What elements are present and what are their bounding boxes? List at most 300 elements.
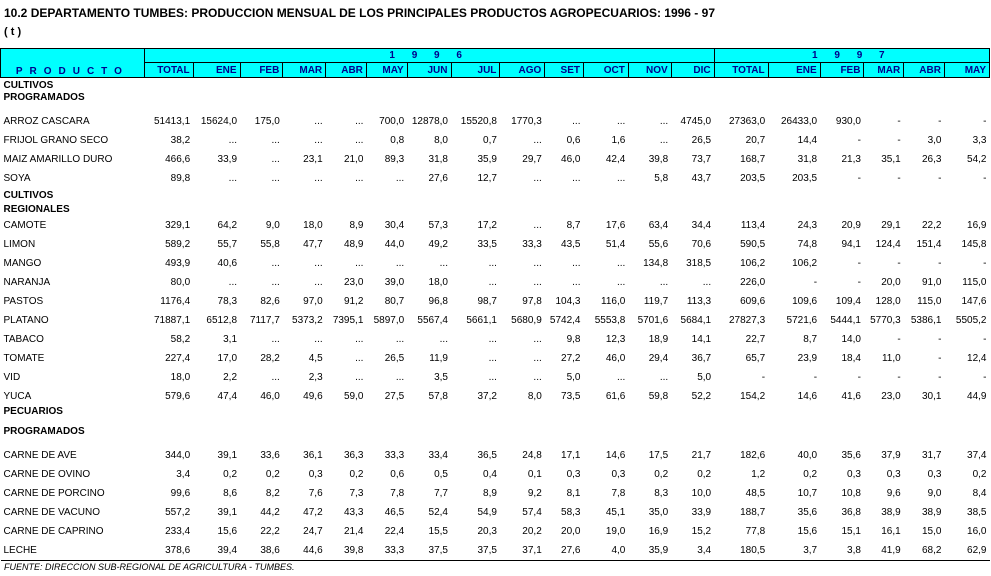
value-cell: 35,9 xyxy=(628,541,671,561)
source-note: FUENTE: DIRECCION SUB-REGIONAL DE AGRICULTURA - TUMBES. xyxy=(4,562,295,572)
value-cell: 40,0 xyxy=(797,450,818,461)
value-cell: 227,4 xyxy=(165,353,191,364)
value-cell: 1,6 xyxy=(611,135,626,146)
product-label: PLATANO xyxy=(3,315,49,326)
value-cell: 31,7 xyxy=(922,450,942,461)
value-cell: 106,2 xyxy=(740,258,766,269)
value-cell: 46,5 xyxy=(384,507,405,518)
col-header-1996-may: MAY xyxy=(366,63,407,78)
value-cell: ... xyxy=(533,277,542,288)
value-cell: 0,3 xyxy=(886,469,901,480)
value-cell: 233,4 xyxy=(165,526,191,537)
value-cell: ... xyxy=(533,258,542,269)
value-cell: 55,7 xyxy=(217,239,238,250)
table-row xyxy=(1,235,990,254)
value-cell: 17,6 xyxy=(605,220,626,231)
value-cell: ... xyxy=(617,173,626,184)
value-cell: 22,7 xyxy=(745,334,766,345)
value-cell: ... xyxy=(314,334,323,345)
value-cell: ... xyxy=(439,334,448,345)
value-cell: 26,5 xyxy=(384,353,405,364)
value-cell: 33,6 xyxy=(260,450,280,461)
value-cell: 0,7 xyxy=(483,135,497,146)
value-cell: - xyxy=(857,173,861,184)
value-cell: ... xyxy=(659,372,669,383)
section-label: PECUARIOS xyxy=(3,406,63,417)
product-label: VID xyxy=(3,372,21,383)
value-cell: ... xyxy=(271,154,280,165)
value-cell: 3,1 xyxy=(223,334,238,345)
value-cell: 0,2 xyxy=(803,469,818,480)
value-cell: 151,4 xyxy=(916,239,942,250)
value-cell: 18,9 xyxy=(648,334,669,345)
value-cell: 38,9 xyxy=(881,507,901,518)
value-cell: - xyxy=(897,135,901,146)
value-cell: 37,5 xyxy=(407,541,451,561)
value-cell: 39,1 xyxy=(217,507,238,518)
value-cell: ... xyxy=(355,258,364,269)
value-cell: 57,8 xyxy=(428,391,448,402)
value-cell: 38,6 xyxy=(240,541,283,561)
value-cell: 9,6 xyxy=(886,488,901,499)
value-cell: 39,8 xyxy=(326,541,367,561)
value-cell: ... xyxy=(488,334,497,345)
value-cell: 8,7 xyxy=(803,334,818,345)
col-header-1996-nov: NOV xyxy=(628,63,671,78)
value-cell: ... xyxy=(271,372,280,383)
value-cell: 124,4 xyxy=(875,239,901,250)
col-header-1996-jun: JUN xyxy=(407,63,451,78)
value-cell: 39,0 xyxy=(384,277,405,288)
value-cell: 26,3 xyxy=(922,154,942,165)
value-cell: 10,7 xyxy=(797,488,818,499)
value-cell: ... xyxy=(395,334,405,345)
col-header-1997-may: MAY xyxy=(944,63,989,78)
value-cell: 47,4 xyxy=(217,391,238,402)
section-row xyxy=(1,406,990,426)
value-cell: 55,6 xyxy=(648,239,669,250)
table-row xyxy=(1,541,990,561)
value-cell: 8,2 xyxy=(265,488,280,499)
value-cell: ... xyxy=(355,334,364,345)
value-cell: 344,0 xyxy=(165,450,191,461)
value-cell: 39,1 xyxy=(217,450,238,461)
value-cell: 493,9 xyxy=(165,258,191,269)
value-cell: 18,0 xyxy=(428,277,448,288)
value-cell: 589,2 xyxy=(165,239,191,250)
value-cell: 29,7 xyxy=(522,154,542,165)
value-cell: 3,8 xyxy=(820,541,864,561)
section-row xyxy=(1,426,990,446)
value-cell: 5701,6 xyxy=(637,315,669,326)
value-cell: ... xyxy=(228,277,238,288)
value-cell: 49,2 xyxy=(428,239,448,250)
value-cell: ... xyxy=(314,258,323,269)
value-cell: 51413,1 xyxy=(153,116,191,127)
value-cell: 5,0 xyxy=(697,372,712,383)
value-cell: 119,7 xyxy=(643,296,669,307)
value-cell: ... xyxy=(533,135,542,146)
value-cell: 3,0 xyxy=(927,135,942,146)
value-cell: ... xyxy=(395,173,405,184)
value-cell: 91,0 xyxy=(922,277,942,288)
value-cell: 36,7 xyxy=(691,353,712,364)
value-cell: 23,1 xyxy=(303,154,323,165)
value-cell: 59,8 xyxy=(648,391,669,402)
value-cell: 89,8 xyxy=(170,173,191,184)
value-cell: 44,0 xyxy=(384,239,405,250)
value-cell: 26,5 xyxy=(691,135,712,146)
value-cell: 21,7 xyxy=(691,450,712,461)
value-cell: ... xyxy=(488,277,497,288)
value-cell: 27,6 xyxy=(545,541,584,561)
value-cell: 58,3 xyxy=(561,507,581,518)
product-label: PASTOS xyxy=(3,296,44,307)
value-cell: 31,8 xyxy=(797,154,818,165)
value-cell: 15,0 xyxy=(922,526,942,537)
value-cell: 7395,1 xyxy=(332,315,364,326)
value-cell: 55,8 xyxy=(260,239,280,250)
value-cell: 20,3 xyxy=(477,526,497,537)
value-cell: 15,1 xyxy=(841,526,861,537)
value-cell: 0,4 xyxy=(483,469,497,480)
value-cell: 5,8 xyxy=(654,173,669,184)
value-cell: 61,6 xyxy=(605,391,626,402)
value-cell: 39,4 xyxy=(193,541,240,561)
value-cell: 23,9 xyxy=(797,353,818,364)
value-cell: 5567,4 xyxy=(417,315,448,326)
value-cell: 7,3 xyxy=(349,488,364,499)
col-header-1996-feb: FEB xyxy=(240,63,283,78)
value-cell: 5684,1 xyxy=(680,315,712,326)
value-cell: 43,3 xyxy=(343,507,364,518)
value-cell: 38,9 xyxy=(922,507,942,518)
value-cell: 48,5 xyxy=(745,488,766,499)
col-header-1996-dic: DIC xyxy=(671,63,714,78)
col-header-1996-jul: JUL xyxy=(451,63,500,78)
value-cell: 0,3 xyxy=(847,469,861,480)
value-cell: 3,7 xyxy=(768,541,820,561)
value-cell: 1770,3 xyxy=(511,116,542,127)
col-header-1996-set: SET xyxy=(545,63,584,78)
value-cell: 3,4 xyxy=(671,541,714,561)
col-header-1996-abr: ABR xyxy=(326,63,367,78)
table-row xyxy=(1,368,990,387)
value-cell: 19,0 xyxy=(605,526,626,537)
value-cell: 0,6 xyxy=(566,135,581,146)
value-cell: 154,2 xyxy=(740,391,766,402)
value-cell: 0,6 xyxy=(390,469,405,480)
value-cell: 8,7 xyxy=(566,220,581,231)
value-cell: 47,7 xyxy=(303,239,323,250)
value-cell: 8,4 xyxy=(972,488,987,499)
product-label: CARNE DE AVE xyxy=(3,450,77,461)
value-cell: 44,9 xyxy=(967,391,987,402)
value-cell: 37,9 xyxy=(881,450,901,461)
value-cell: 54,9 xyxy=(477,507,497,518)
value-cell: 115,0 xyxy=(917,296,942,307)
value-cell: 12,4 xyxy=(967,353,987,364)
value-cell: 33,5 xyxy=(477,239,497,250)
value-cell: ... xyxy=(617,258,626,269)
value-cell: - xyxy=(813,277,818,288)
value-cell: 5373,2 xyxy=(292,315,323,326)
value-cell: 17,0 xyxy=(217,353,238,364)
value-cell: 17,1 xyxy=(561,450,581,461)
value-cell: 0,2 xyxy=(972,469,987,480)
value-cell: 1,2 xyxy=(751,469,766,480)
value-cell: - xyxy=(938,372,942,383)
value-cell: 109,6 xyxy=(792,296,818,307)
product-label: FRIJOL GRANO SECO xyxy=(3,135,109,146)
value-cell: - xyxy=(938,334,942,345)
value-cell: 5721,6 xyxy=(786,315,818,326)
value-cell: - xyxy=(813,372,818,383)
value-cell: ... xyxy=(228,135,238,146)
value-cell: 51,4 xyxy=(605,239,626,250)
product-label: TOMATE xyxy=(3,353,45,364)
value-cell: ... xyxy=(355,353,364,364)
value-cell: 5386,1 xyxy=(910,315,942,326)
value-cell: 10,8 xyxy=(841,488,861,499)
col-header-1996-total: TOTAL xyxy=(144,63,193,78)
value-cell: 9,0 xyxy=(927,488,942,499)
col-header-1997-mar: MAR xyxy=(864,63,904,78)
value-cell: 8,3 xyxy=(654,488,669,499)
value-cell: 27,5 xyxy=(384,391,405,402)
value-cell: ... xyxy=(314,116,323,127)
value-cell: 8,6 xyxy=(223,488,238,499)
section-label: CULTIVOS xyxy=(3,79,54,91)
value-cell: 21,0 xyxy=(343,154,364,165)
value-cell: 33,3 xyxy=(522,239,542,250)
value-cell: - xyxy=(938,116,942,127)
value-cell: 8,0 xyxy=(434,135,448,146)
value-cell: 20,0 xyxy=(881,277,901,288)
section-row xyxy=(1,202,990,216)
table-row xyxy=(1,311,990,330)
value-cell: 99,6 xyxy=(170,488,191,499)
value-cell: 12,3 xyxy=(605,334,626,345)
product-label: ARROZ CASCARA xyxy=(3,116,90,127)
production-table xyxy=(0,48,990,561)
value-cell: ... xyxy=(572,258,581,269)
value-cell: 17,2 xyxy=(477,220,497,231)
value-cell: ... xyxy=(314,135,323,146)
value-cell: 168,7 xyxy=(740,154,766,165)
value-cell: 113,3 xyxy=(686,296,712,307)
value-cell: ... xyxy=(533,334,542,345)
value-cell: 0,1 xyxy=(527,469,542,480)
section-label: CULTIVOS xyxy=(3,189,54,201)
value-cell: 98,7 xyxy=(477,296,497,307)
value-cell: 23,0 xyxy=(343,277,364,288)
value-cell: 29,4 xyxy=(648,353,669,364)
value-cell: ... xyxy=(659,277,669,288)
value-cell: 33,4 xyxy=(428,450,448,461)
section-label: PROGRAMADOS xyxy=(3,92,85,103)
value-cell: 188,7 xyxy=(740,507,766,518)
table-row xyxy=(1,330,990,349)
table-row xyxy=(1,387,990,406)
value-cell: 7,8 xyxy=(611,488,626,499)
value-cell: 28,2 xyxy=(260,353,280,364)
value-cell: 203,5 xyxy=(740,173,766,184)
value-cell: 43,7 xyxy=(691,173,712,184)
value-cell: 700,0 xyxy=(379,116,405,127)
value-cell: 49,6 xyxy=(303,391,323,402)
value-cell: ... xyxy=(355,116,364,127)
value-cell: 21,3 xyxy=(841,154,861,165)
value-cell: 74,8 xyxy=(797,239,818,250)
table-row xyxy=(1,254,990,273)
value-cell: ... xyxy=(659,116,669,127)
table-row xyxy=(1,131,990,150)
value-cell: 18,4 xyxy=(841,353,861,364)
value-cell: 329,1 xyxy=(165,220,191,231)
value-cell: 5553,8 xyxy=(594,315,626,326)
value-cell: 44,2 xyxy=(260,507,280,518)
year-1997-header: 1 9 9 7 xyxy=(714,49,989,63)
table-row xyxy=(1,273,990,292)
value-cell: 11,0 xyxy=(881,353,901,364)
value-cell: 24,7 xyxy=(303,526,323,537)
value-cell: 29,1 xyxy=(881,220,901,231)
value-cell: 23,0 xyxy=(881,391,901,402)
value-cell: 16,9 xyxy=(967,220,987,231)
table-row xyxy=(1,484,990,503)
value-cell: 47,2 xyxy=(303,507,323,518)
value-cell: 14,4 xyxy=(797,135,818,146)
value-cell: 5444,1 xyxy=(830,315,861,326)
value-cell: ... xyxy=(355,173,364,184)
value-cell: 46,0 xyxy=(561,154,581,165)
value-cell: 15,6 xyxy=(797,526,818,537)
value-cell: 89,3 xyxy=(384,154,405,165)
value-cell: 24,3 xyxy=(797,220,818,231)
value-cell: 5770,3 xyxy=(870,315,901,326)
value-cell: 16,0 xyxy=(967,526,987,537)
value-cell: 36,1 xyxy=(303,450,323,461)
value-cell: 65,7 xyxy=(745,353,766,364)
value-cell: 27827,3 xyxy=(728,315,766,326)
value-cell: 34,4 xyxy=(691,220,712,231)
value-cell: 0,3 xyxy=(566,469,581,480)
table-row xyxy=(1,292,990,311)
value-cell: ... xyxy=(439,258,448,269)
value-cell: 78,3 xyxy=(217,296,238,307)
value-cell: ... xyxy=(617,372,626,383)
value-cell: 54,2 xyxy=(967,154,987,165)
value-cell: 115,0 xyxy=(962,277,987,288)
value-cell: 930,0 xyxy=(835,116,861,127)
value-cell: 30,1 xyxy=(922,391,942,402)
value-cell: 18,0 xyxy=(170,372,191,383)
value-cell: 14,1 xyxy=(691,334,712,345)
value-cell: 41,6 xyxy=(841,391,861,402)
value-cell: 21,4 xyxy=(343,526,364,537)
value-cell: 40,6 xyxy=(217,258,238,269)
value-cell: 5680,9 xyxy=(511,315,542,326)
value-cell: ... xyxy=(228,173,238,184)
value-cell: 104,3 xyxy=(555,296,581,307)
table-row xyxy=(1,150,990,169)
value-cell: 73,5 xyxy=(561,391,581,402)
value-cell: 91,2 xyxy=(343,296,364,307)
value-cell: ... xyxy=(533,353,542,364)
product-label: LECHE xyxy=(1,541,145,561)
value-cell: 116,0 xyxy=(601,296,626,307)
value-cell: 4745,0 xyxy=(680,116,712,127)
value-cell: 46,0 xyxy=(605,353,626,364)
value-cell: 7117,7 xyxy=(249,315,280,326)
value-cell: 16,9 xyxy=(648,526,669,537)
product-label: TABACO xyxy=(3,334,44,345)
table-row xyxy=(1,169,990,188)
value-cell: 14,0 xyxy=(841,334,861,345)
value-cell: 3,4 xyxy=(176,469,191,480)
value-cell: 226,0 xyxy=(740,277,766,288)
value-cell: 609,6 xyxy=(740,296,766,307)
value-cell: ... xyxy=(271,258,280,269)
value-cell: ... xyxy=(572,173,581,184)
value-cell: - xyxy=(983,258,987,269)
value-cell: 36,3 xyxy=(343,450,364,461)
product-label: YUCA xyxy=(3,391,32,402)
value-cell: - xyxy=(897,173,901,184)
value-cell: 33,9 xyxy=(691,507,712,518)
value-cell: 38,5 xyxy=(967,507,987,518)
value-cell: 113,4 xyxy=(740,220,766,231)
value-cell: 46,0 xyxy=(260,391,280,402)
value-cell: 2,2 xyxy=(223,372,238,383)
table-row xyxy=(1,112,990,131)
value-cell: 38,2 xyxy=(170,135,191,146)
value-cell: ... xyxy=(533,372,542,383)
value-cell: 7,7 xyxy=(434,488,448,499)
value-cell: 22,2 xyxy=(260,526,280,537)
value-cell: 9,0 xyxy=(265,220,280,231)
value-cell: ... xyxy=(314,277,323,288)
value-cell: 1176,4 xyxy=(160,296,191,307)
value-cell: 128,0 xyxy=(875,296,901,307)
year-1996-header: 1 9 9 6 xyxy=(144,49,714,63)
value-cell: 0,2 xyxy=(223,469,238,480)
value-cell: 134,8 xyxy=(643,258,669,269)
value-cell: 30,4 xyxy=(384,220,405,231)
value-cell: 22,2 xyxy=(922,220,942,231)
product-label: CARNE DE VACUNO xyxy=(3,507,100,518)
value-cell: 15,6 xyxy=(217,526,238,537)
value-cell: 8,9 xyxy=(349,220,364,231)
product-label: CARNE DE CAPRINO xyxy=(3,526,104,537)
value-cell: - xyxy=(897,116,901,127)
value-cell: 203,5 xyxy=(792,173,818,184)
unit-label: ( t ) xyxy=(4,26,22,38)
value-cell: 35,9 xyxy=(477,154,497,165)
value-cell: 3,5 xyxy=(434,372,448,383)
value-cell: 37,2 xyxy=(477,391,497,402)
value-cell: ... xyxy=(572,277,581,288)
value-cell: 590,5 xyxy=(740,239,766,250)
table-title: 10.2 DEPARTAMENTO TUMBES: PRODUCCION MENSUAL DE LOS PRINCIPALES PRODUCTOS AGROPECUARIOS: 1996 - 97 xyxy=(4,6,715,20)
value-cell: - xyxy=(857,258,861,269)
col-header-1996-oct: OCT xyxy=(584,63,629,78)
value-cell: 0,3 xyxy=(611,469,626,480)
value-cell: 45,1 xyxy=(605,507,626,518)
value-cell: ... xyxy=(395,372,405,383)
value-cell: 80,7 xyxy=(384,296,405,307)
